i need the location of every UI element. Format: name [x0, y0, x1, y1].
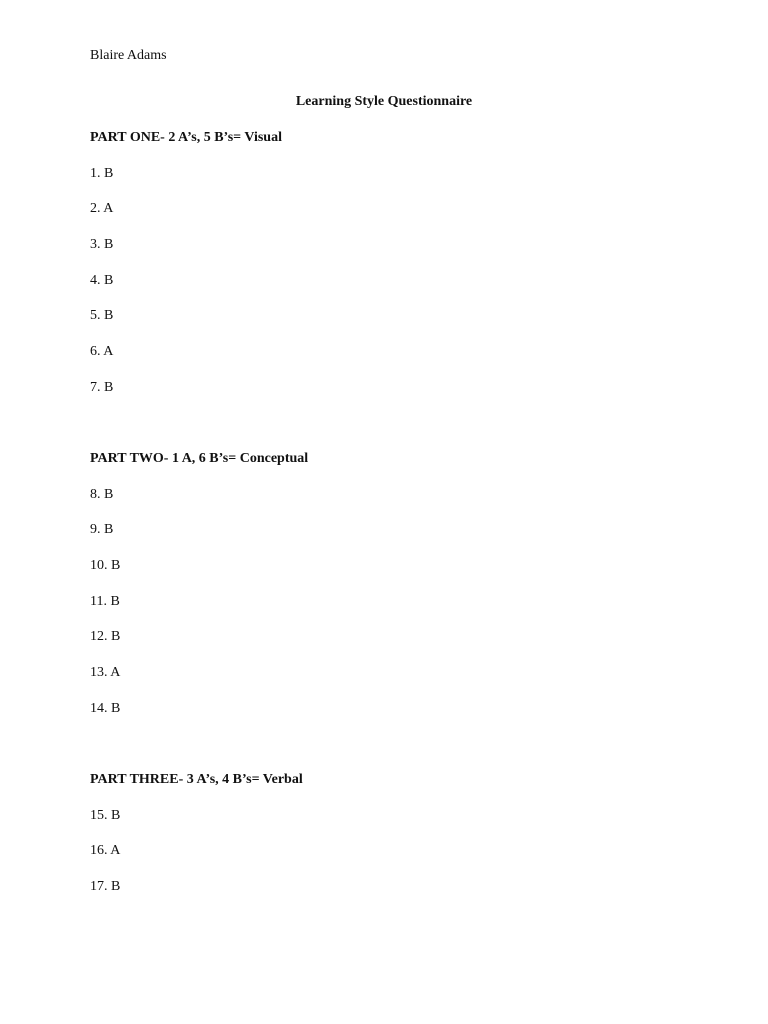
section-part-two — [90, 450, 308, 718]
answer-item: 10. B — [90, 558, 121, 574]
answer-list — [90, 165, 282, 397]
answer-item: 6. A — [90, 344, 114, 360]
answer-item: 7. B — [90, 379, 114, 395]
section-heading: PART THREE- 3 A’s, 4 B’s= Verbal — [90, 772, 303, 787]
answer-item: 9. B — [90, 522, 114, 538]
answer-item: 3. B — [90, 237, 114, 253]
answer-item: 4. B — [90, 272, 114, 288]
section-heading: PART ONE- 2 A’s, 5 B’s= Visual — [90, 130, 282, 145]
answer-item: 11. B — [90, 593, 120, 609]
document-title: Learning Style Questionnaire — [295, 94, 473, 109]
answer-list — [90, 807, 303, 896]
answer-item: 5. B — [90, 308, 114, 324]
answer-item: 17. B — [90, 879, 121, 895]
section-part-three — [90, 771, 303, 896]
answer-item: 13. A — [90, 665, 121, 681]
answer-item: 8. B — [90, 486, 114, 502]
answer-item: 12. B — [90, 629, 121, 645]
section-heading: PART TWO- 1 A, 6 B’s= Conceptual — [90, 451, 309, 466]
section-part-one — [90, 129, 282, 397]
answer-item: 2. A — [90, 201, 114, 217]
answer-item: 16. A — [90, 843, 121, 859]
author-name: Blaire Adams — [90, 48, 167, 63]
answer-list — [90, 486, 308, 718]
answer-item: 14. B — [90, 700, 121, 716]
answer-item: 1. B — [90, 165, 114, 181]
answer-item: 15. B — [90, 807, 121, 823]
